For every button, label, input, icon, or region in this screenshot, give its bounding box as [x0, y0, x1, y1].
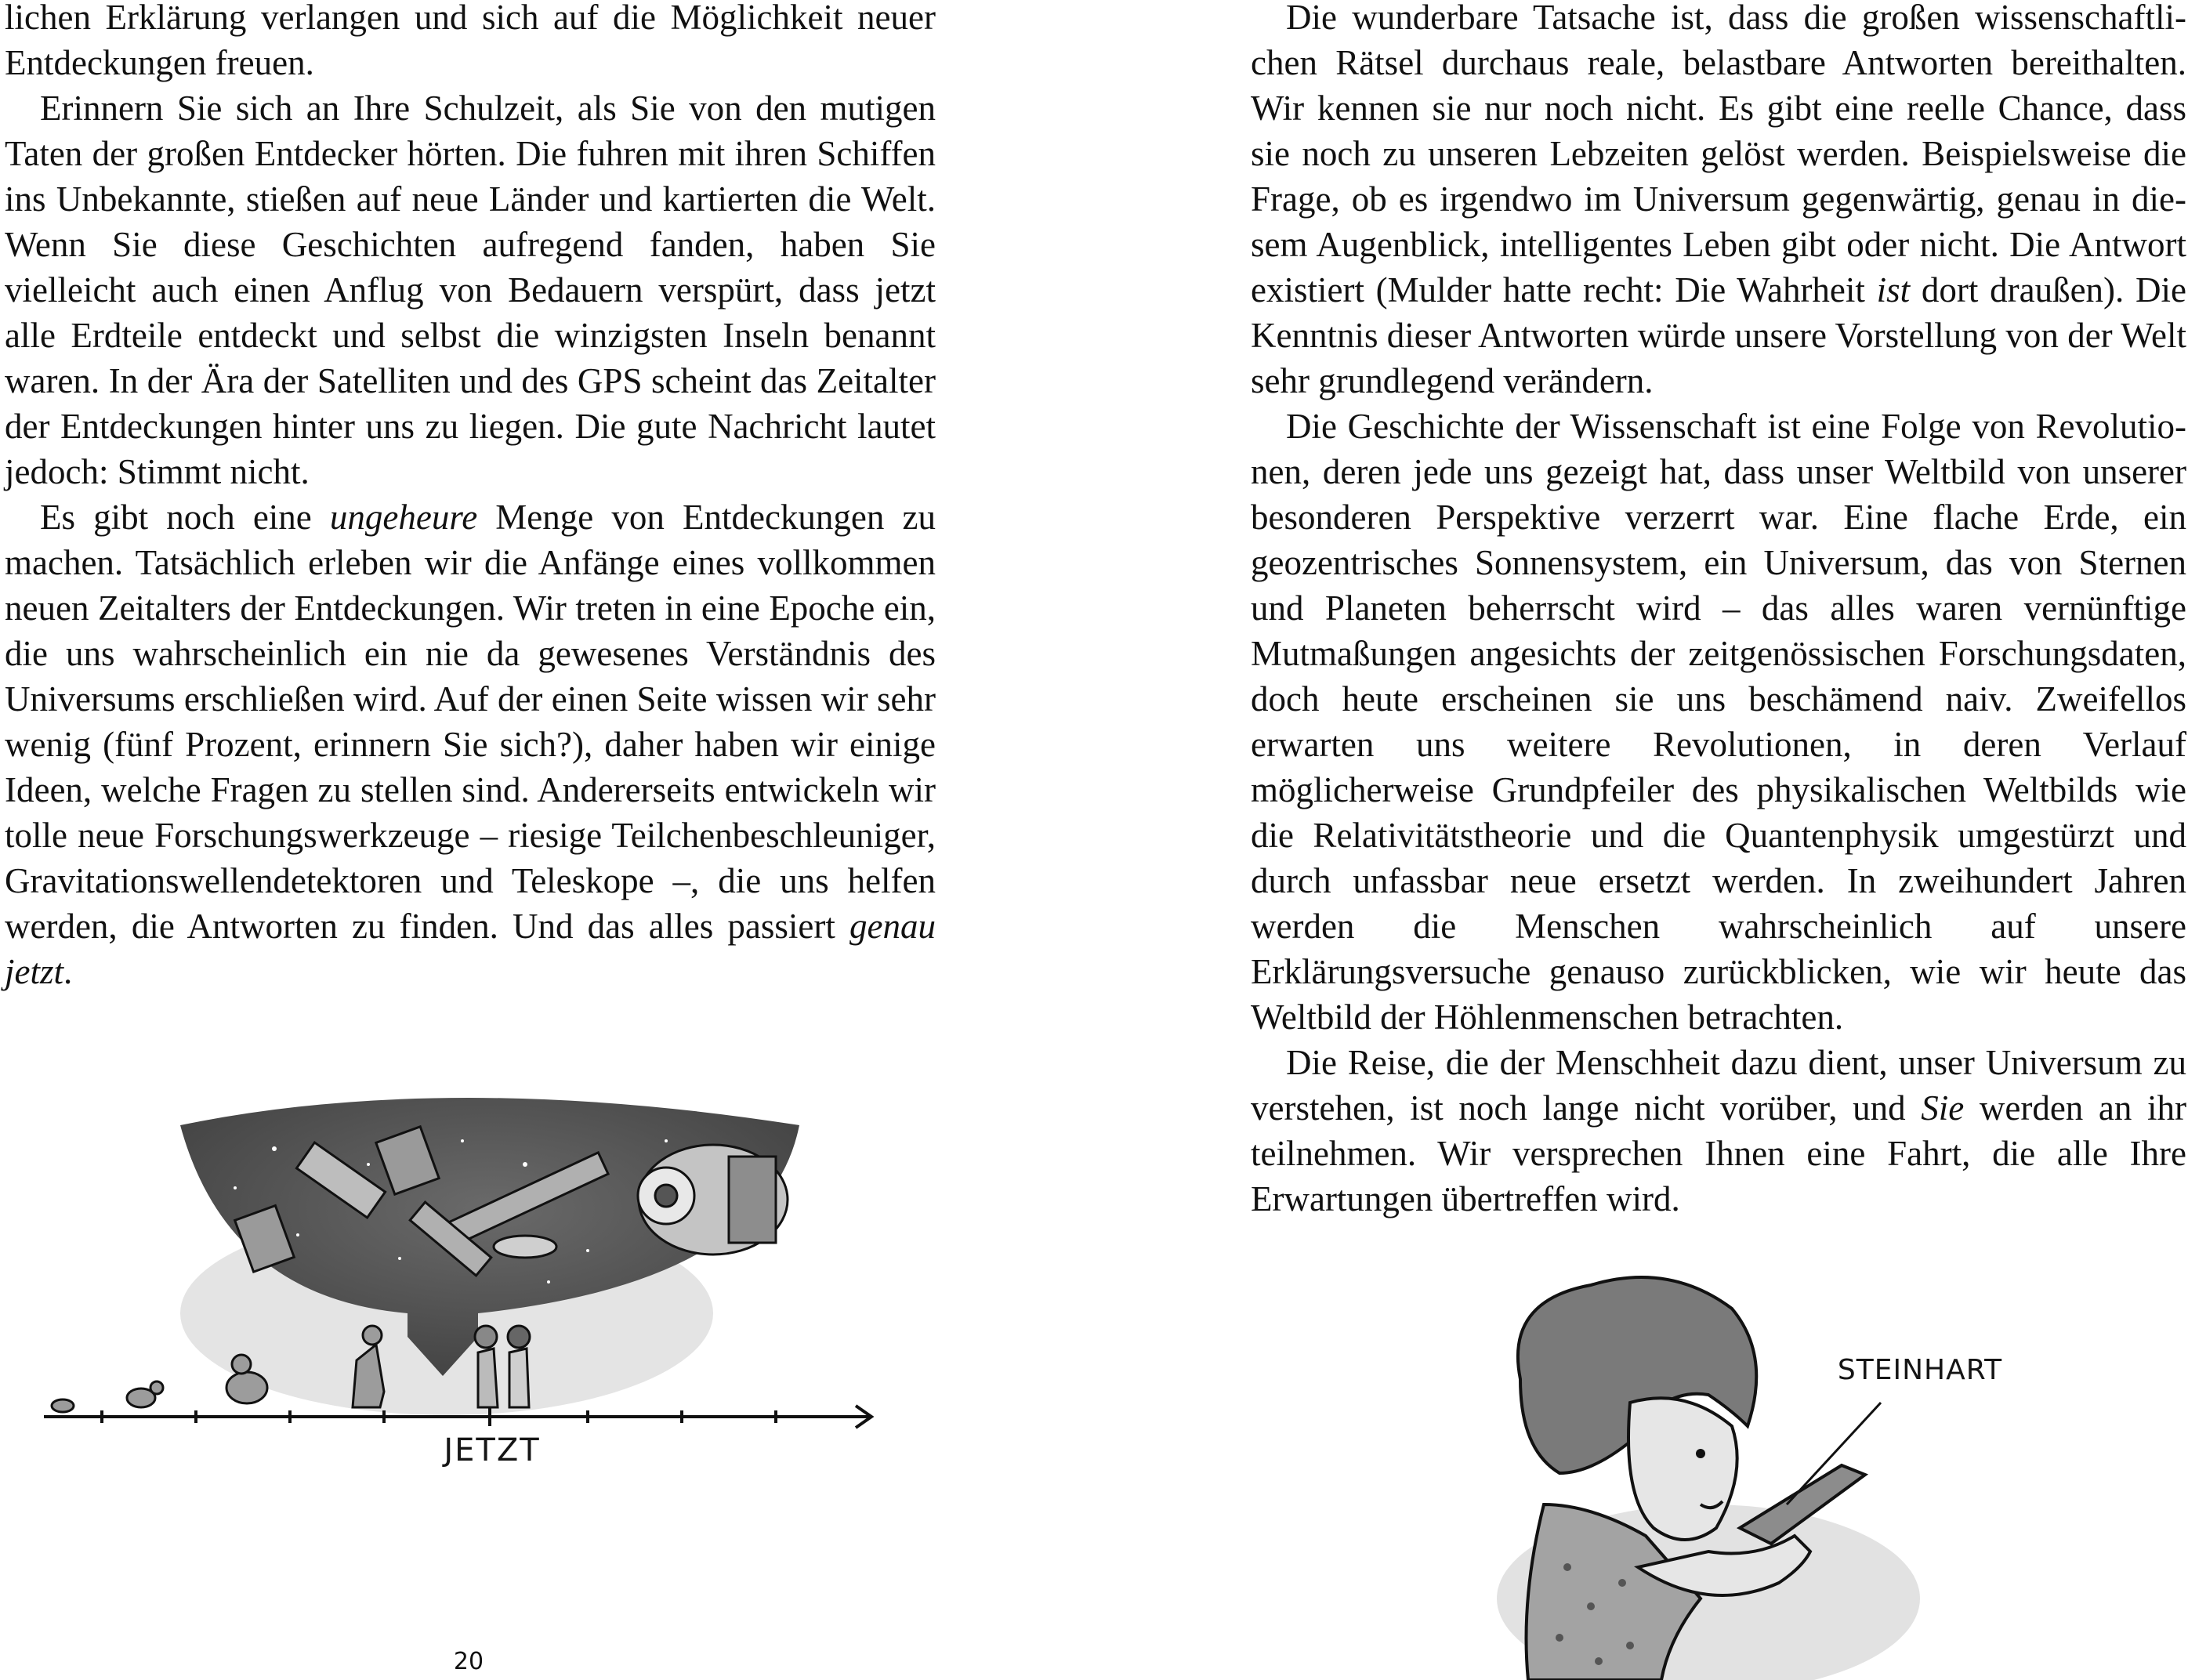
- caveman-face: [1628, 1398, 1737, 1540]
- left-paragraph-1: lichen Erklärung verlangen und sich auf die Möglichkeit neuer Entdeckungen freuen.: [5, 0, 936, 82]
- right-paragraph-2: Die Geschichte der Wissenschaft ist eine Folge von Revolutionen, deren jede uns gezeigt hat, dass unser Weltbild von unserer besonderen Perspektive verzerrt war. Eine flache Erde, ein geozentrisches Sonnensystem, ein Universum, das von Sternen und Planeten beherrscht wird – das alles waren vernünftige Mutmaßungen angesichts der zeitgenössischen Forschungsdaten, doch heute erscheinen sie uns beschämend naiv. Zweifellos erwarten uns weitere Revolutionen, in deren Verlauf möglicherweise Grundpfeiler des physikalischen Weltbilds wie die Relativitätstheorie und die Quantenphysik umgestürzt und durch unfassbar neue ersetzt werden. In zweihundert Jahren werden die Menschen wahrscheinlich auf unsere Erklärungsversuche genauso zurückblicken, wie wir heute das Weltbild der Höhlenmenschen betrachten.: [1251, 407, 2186, 1037]
- left-text-block: [5, 0, 936, 994]
- steinhart-label: STEINHART: [1837, 1354, 2003, 1386]
- page-number: 20: [453, 1648, 484, 1675]
- timeline-label-now: JETZT: [444, 1432, 541, 1468]
- caveman-illustration: [1473, 1269, 2022, 1680]
- caveman-eye: [1696, 1449, 1705, 1458]
- left-paragraph-3: Es gibt noch eine ungeheure Menge von Entdeckungen zu machen. Tatsächlich erleben wir die Anfänge eines vollkommen neuen Zeitalters der Entdeckungen. Wir treten in eine Epoche ein, die uns wahrscheinlich ein nie da gewesenes Verständnis des Universums erschließen wird. Auf der einen Seite wissen wir sehr wenig (fünf Prozent, erinnern Sie sich?), daher haben wir einige Ideen, welche Fragen zu stellen sind. Andererseits entwickeln wir tolle neue Forschungswerkzeuge – riesige Teilchenbeschleuniger, Gravitationswellendetektoren und Teleskope –, die uns helfen werden, die Antworten zu finden. Und das alles passiert genau jetzt.: [5, 498, 936, 991]
- right-paragraph-3: Die Reise, die der Menschheit dazu dient, unser Universum zu verstehen, ist noch lange nicht vorüber, und Sie werden an ihr teilnehmen. Wir versprechen Ihnen eine Fahrt, die alle Ihre Erwartungen übertreffen wird.: [1251, 1043, 2186, 1218]
- right-paragraph-1: Die wunderbare Tatsache ist, dass die großen wissenschaftlichen Rätsel durchaus reale, belastbare Antworten bereithalten. Wir kennen sie nur noch nicht. Es gibt eine reelle Chance, dass sie noch zu unseren Lebzeiten gelöst werden. Beispielsweise die Frage, ob es irgendwo im Universum gegenwärtig, genau in diesem Augenblick, intelligentes Leben gibt oder nicht. Die Antwort existiert (Mulder hatte recht: Die Wahrheit ist dort draußen). Die Kenntnis dieser Antworten würde unsere Vorstellung von der Welt sehr grundlegend verändern.: [1251, 0, 2186, 400]
- left-paragraph-2: Erinnern Sie sich an Ihre Schulzeit, als Sie von den mutigen Taten der großen Entdecker hörten. Die fuhren mit ihren Schiffen ins Unbekannte, stießen auf neue Länder und kartierten die Welt. Wenn Sie diese Geschichten aufregend fanden, haben Sie vielleicht auch einen Anflug von Bedauern verspürt, dass jetzt alle Erdteile entdeckt und selbst die winzigsten Inseln benannt waren. In der Ära der Satelliten und des GPS scheint das Zeitalter der Entdeckungen hinter uns zu liegen. Die gute Nachricht lautet jedoch: Stimmt nicht.: [5, 89, 936, 491]
- spaceship-icon: [638, 1145, 788, 1255]
- right-text-block: [1251, 0, 2186, 1222]
- timeline-illustration: [39, 1078, 886, 1470]
